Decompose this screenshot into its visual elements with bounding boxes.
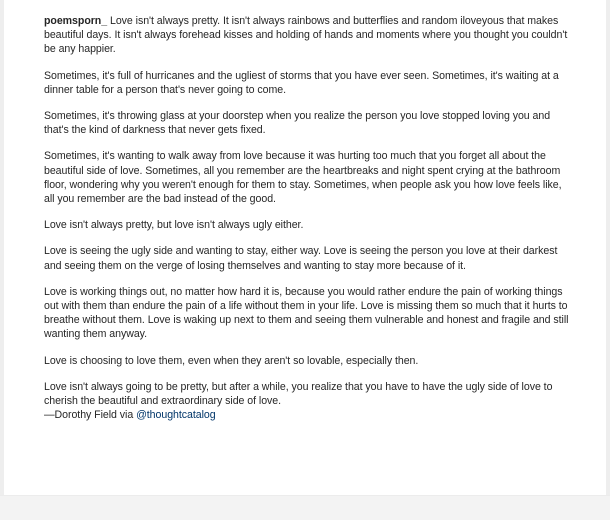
caption-paragraph: Love is choosing to love them, even when they aren't so lovable, especially then.: [44, 354, 419, 367]
caption-paragraph: Love is seeing the ugly side and wanting to stay, either way. Love is seeing the person you love at their darkest and seeing them on the verge of losing themselves and wanting to stay more because of it.: [44, 245, 558, 272]
right-edge-shade: [606, 0, 610, 495]
caption-paragraph: [44, 14, 572, 57]
caption-body: [44, 14, 572, 422]
caption-paragraph: Love is working things out, no matter how hard it is, because you would rather endure the pain of working things out with them than endure the pain of a life without them in your life. Love is missing them so much that it hurts to breathe without them. Love is waking up next to them and seeing them vulnerable and honest and fragile and still wanting them anyway.: [44, 285, 569, 341]
caption-paragraph: Sometimes, it's full of hurricanes and the ugliest of storms that you have ever seen. Sometimes, it's waiting at a dinner table for a person that's never going to come.: [44, 69, 559, 96]
caption-paragraph: Sometimes, it's wanting to walk away from love because it was hurting too much that you forget all about the beautiful side of love. Sometimes, all you remember are the heartbreaks and night spent crying at the bathroom floor, wondering why you weren't enough for them to stay. Sometimes, when people ask you how love feels like, all you remember are the bad instead of the good.: [44, 150, 562, 206]
footer-bar: [0, 495, 610, 520]
caption-paragraph: Love isn't always pretty, but love isn't always ugly either.: [44, 219, 304, 232]
caption-paragraph: Sometimes, it's throwing glass at your doorstep when you realize the person you love stopped loving you and that's the kind of darkness that never gets fixed.: [44, 110, 551, 137]
left-edge-shade: [0, 0, 4, 495]
caption-paragraph: Love isn't always going to be pretty, but after a while, you realize that you have to have the ugly side of love to cherish the beautiful and extraordinary side of love.: [44, 380, 553, 408]
caption-text: Love isn't always pretty. It isn't always rainbows and butterflies and random iloveyous that makes beautiful days. It isn't always forehead kisses and holding of hands and moments where you thought you couldn't be any happier.: [44, 15, 568, 56]
mention-link[interactable]: @thoughtcatalog: [136, 409, 216, 422]
caption-signature: [44, 408, 572, 422]
signature-text: —Dorothy Field via: [44, 409, 137, 422]
username-link[interactable]: poemsporn_: [44, 15, 108, 27]
